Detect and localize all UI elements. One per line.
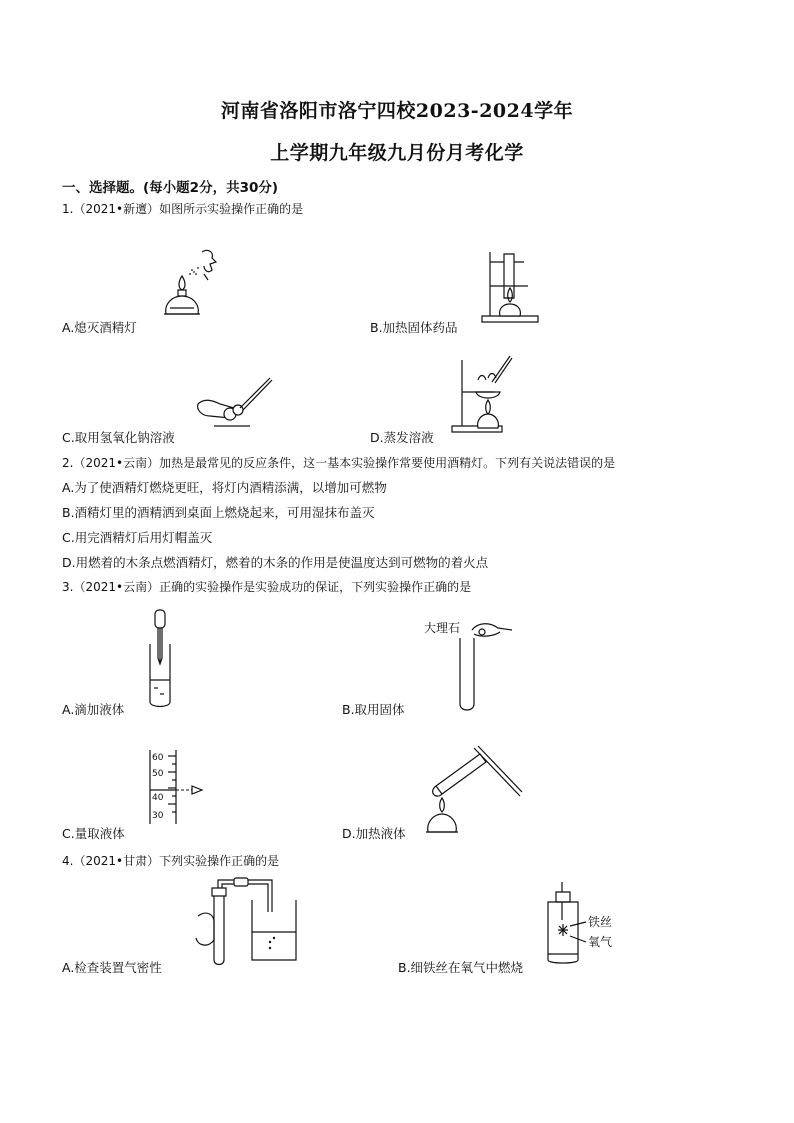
q4-option-b: B.细铁丝在氧气中燃烧	[398, 960, 524, 975]
cylinder-tick-60: 60	[152, 753, 164, 763]
label-iron-wire: 铁丝	[588, 915, 613, 929]
figure-q3b-take-solid	[420, 612, 520, 712]
q1-option-b: B.加热固体药品	[370, 320, 458, 335]
q1-option-c: C.取用氢氧化钠溶液	[62, 430, 175, 445]
q2-option-c: C.用完酒精灯后用灯帽盖灭	[62, 530, 213, 545]
page-title-line1: 河南省洛阳市洛宁四校2023-2024学年	[220, 100, 574, 122]
figure-q4a-airtightness-check	[192, 876, 304, 970]
question-1-stem: 1.（2021•新邅）如图所示实验操作正确的是	[62, 202, 304, 216]
q3-option-c: C.量取液体	[62, 826, 125, 841]
q2-option-b: B.酒精灯里的酒精洒到桌面上燃烧起来，可用湿抹布盖灭	[62, 505, 375, 520]
figure-q4b-iron-wire-burning	[536, 880, 626, 966]
figure-q3c-measure-liquid	[146, 746, 210, 832]
figure-q1c-take-solution	[190, 374, 280, 434]
question-4-stem: 4.（2021•甘肃）下列实验操作正确的是	[62, 854, 280, 868]
label-oxygen: 氧气	[588, 935, 613, 949]
q4-option-a: A.检查装置气密性	[62, 960, 162, 975]
figure-q1d-evaporate	[448, 352, 528, 436]
q2-option-a: A.为了使酒精灯燃烧更旺，将灯内酒精添满，以增加可燃物	[62, 480, 387, 495]
q2-option-d: D.用燃着的木条点燃酒精灯，燃着的木条的作用是使温度达到可燃物的着火点	[62, 555, 489, 570]
q1-option-d: D.蒸发溶液	[370, 430, 434, 445]
label-marble: 大理石	[424, 621, 461, 635]
cylinder-tick-30: 30	[152, 811, 164, 821]
q3-option-d: D.加热液体	[342, 826, 406, 841]
question-2-stem: 2.（2021•云南）加热是最常见的反应条件，这一基本实验操作常要使用酒精灯。下列有关说法错误的是	[62, 456, 616, 470]
figure-q3d-heat-liquid	[420, 744, 530, 836]
figure-q1b-heat-solid	[480, 248, 544, 324]
figure-q1a-extinguish-lamp	[160, 244, 230, 324]
section-heading: 一、选择题。(每小题2分，共30分)	[62, 180, 279, 196]
cylinder-tick-50: 50	[152, 769, 164, 779]
question-3-stem: 3.（2021•云南）正确的实验操作是实验成功的保证，下列实验操作正确的是	[62, 580, 472, 594]
q1-option-a: A.熄灭酒精灯	[62, 320, 137, 335]
q3-option-a: A.滴加液体	[62, 702, 125, 717]
q3-option-b: B.取用固体	[342, 702, 405, 717]
figure-q3a-drop-liquid	[146, 608, 176, 710]
page-title-line2: 上学期九年级九月份月考化学	[270, 142, 524, 164]
cylinder-tick-40: 40	[152, 793, 164, 803]
